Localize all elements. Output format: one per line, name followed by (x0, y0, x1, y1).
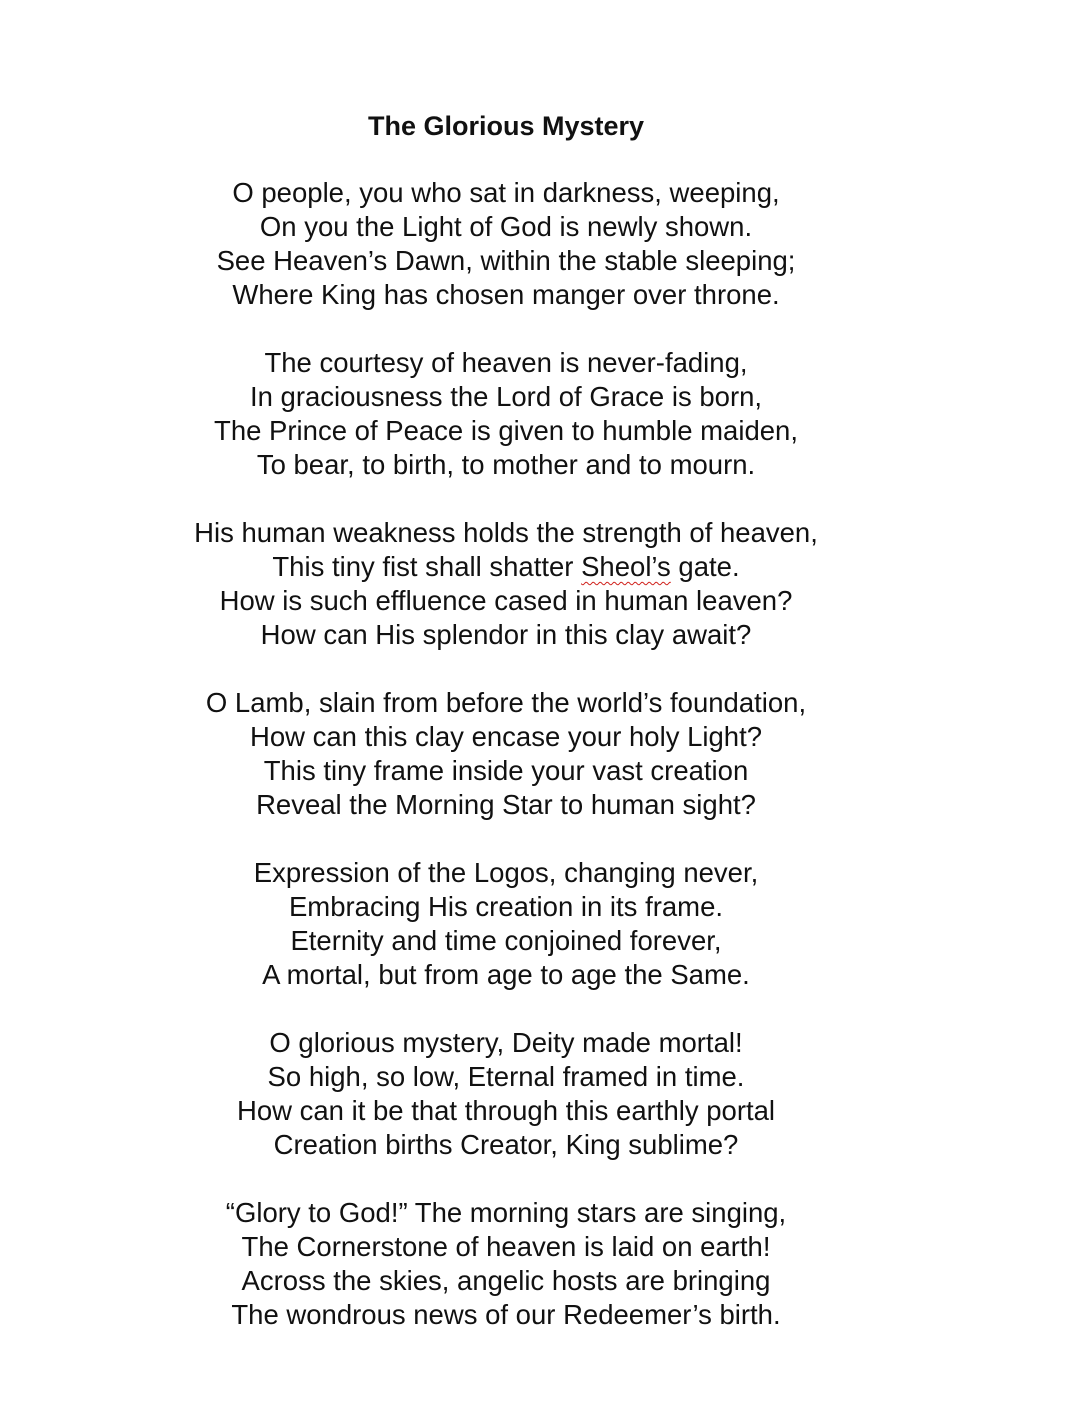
stanza-4 (0, 686, 1012, 822)
poem-line: Creation births Creator, King sublime? (273, 1129, 739, 1160)
poem-title: The Glorious Mystery (367, 111, 645, 141)
line-text-before: This tiny fist shall shatter (272, 551, 582, 582)
poem-line: How can this clay encase your holy Light? (249, 721, 763, 752)
poem-line: O Lamb, slain from before the world’s foundation, (205, 687, 807, 718)
poem-line: A mortal, but from age to age the Same. (262, 959, 750, 990)
poem-line: How can His splendor in this clay await? (260, 619, 752, 650)
poem-line: How is such effluence cased in human leaven? (219, 585, 793, 616)
poem-line: The Prince of Peace is given to humble maiden, (214, 415, 798, 446)
line-text-after: gate. (670, 551, 740, 582)
poem-line: To bear, to birth, to mother and to mourn. (256, 449, 756, 480)
poem-line: O glorious mystery, Deity made mortal! (269, 1027, 743, 1058)
spellcheck-flagged-word[interactable]: Sheol’s (581, 551, 671, 582)
poem-line: In graciousness the Lord of Grace is born, (249, 381, 763, 412)
poem-line-with-flagged-word (0, 550, 1012, 584)
stanza-7 (0, 1196, 1012, 1332)
poem-line: His human weakness holds the strength of heaven, (194, 517, 818, 548)
stanza-2 (0, 346, 1012, 482)
poem-line: The Cornerstone of heaven is laid on earth! (241, 1231, 771, 1262)
poem-line: The wondrous news of our Redeemer’s birth. (231, 1299, 781, 1330)
poem-line: On you the Light of God is newly shown. (259, 211, 753, 242)
poem-line: Reveal the Morning Star to human sight? (256, 789, 756, 820)
poem-line: So high, so low, Eternal framed in time. (267, 1061, 745, 1092)
poem-line: The courtesy of heaven is never-fading, (264, 347, 748, 378)
poem-line: Across the skies, angelic hosts are bringing (241, 1265, 771, 1296)
poem-body (0, 176, 1012, 1366)
stanza-3 (0, 516, 1012, 652)
poem-line: O people, you who sat in darkness, weeping, (232, 177, 780, 208)
stanza-6 (0, 1026, 1012, 1162)
stanza-5 (0, 856, 1012, 992)
poem-line: Embracing His creation in its frame. (288, 891, 724, 922)
poem-line: This tiny frame inside your vast creation (263, 755, 749, 786)
poem-line: Expression of the Logos, changing never, (253, 857, 759, 888)
poem-line: See Heaven’s Dawn, within the stable sleeping; (216, 245, 796, 276)
stanza-1 (0, 176, 1012, 312)
poem-line: How can it be that through this earthly portal (236, 1095, 776, 1126)
poem-line: “Glory to God!” The morning stars are singing, (225, 1197, 787, 1228)
poem-line: Where King has chosen manger over throne. (232, 279, 780, 310)
poem-line: Eternity and time conjoined forever, (290, 925, 722, 956)
